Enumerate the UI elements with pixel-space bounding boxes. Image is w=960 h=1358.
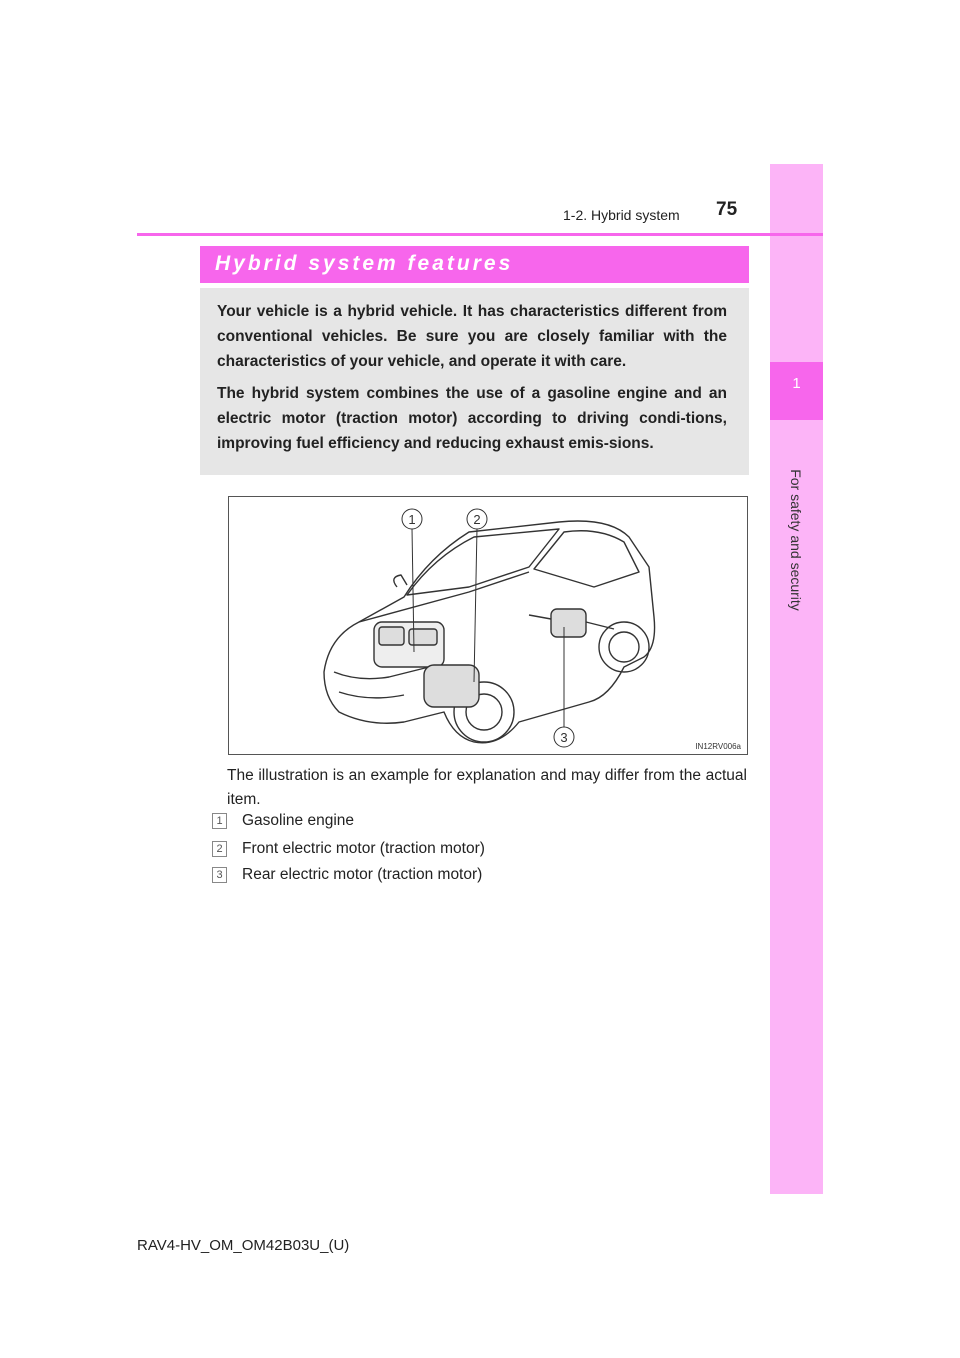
footer-doc-code: RAV4-HV_OM_OM42B03U_(U) [137, 1237, 350, 1254]
rear-motor [551, 609, 586, 637]
item-label: Front electric motor (traction motor) [242, 840, 485, 857]
item-number-badge: 3 [212, 867, 227, 883]
intro-paragraph-2: The hybrid system combines the use of a gasoline engine and an electric motor (traction motor) according to driving condi-tions, improving fuel efficiency and reducing exhaust emis-sions. [217, 385, 727, 452]
side-windows [534, 531, 639, 587]
windshield [407, 529, 559, 595]
rear-wheel [599, 622, 649, 672]
section-title: 1-2. Hybrid system [563, 207, 680, 223]
front-motor [424, 665, 479, 707]
intro-paragraph-1: Your vehicle is a hybrid vehicle. It has characteristics different from conventional vehicles. Be sure you are closely familiar with the characteristics of your vehicle, and operate it with care. [217, 303, 727, 370]
callout-2-leader [474, 528, 477, 682]
illustration-note: The illustration is an example for explanation and may differ from the actual item. [227, 767, 747, 808]
item-label: Gasoline engine [242, 812, 355, 829]
vehicle-illustration [228, 496, 748, 755]
side-tab [770, 164, 823, 1194]
side-tab-title: For safety and security [788, 469, 804, 611]
item-number-badge: 1 [212, 813, 227, 829]
item-number-badge: 2 [212, 841, 227, 857]
callout-2-label: 2 [473, 512, 481, 527]
hybrid-vehicle-diagram [229, 497, 747, 754]
item-label: Rear electric motor (traction motor) [242, 866, 483, 883]
page-title: Hybrid system features [215, 252, 514, 275]
page-number: 75 [716, 199, 738, 220]
callout-3-label: 3 [560, 730, 568, 745]
side-tab-number: 1 [792, 375, 801, 392]
callout-1-label: 1 [408, 512, 416, 527]
header-rule [137, 233, 823, 236]
hood-line [359, 572, 529, 622]
intro-box [200, 288, 749, 475]
figure-code: IN12RV006a [695, 742, 741, 751]
side-mirror [394, 575, 407, 587]
front-grille [334, 667, 429, 679]
